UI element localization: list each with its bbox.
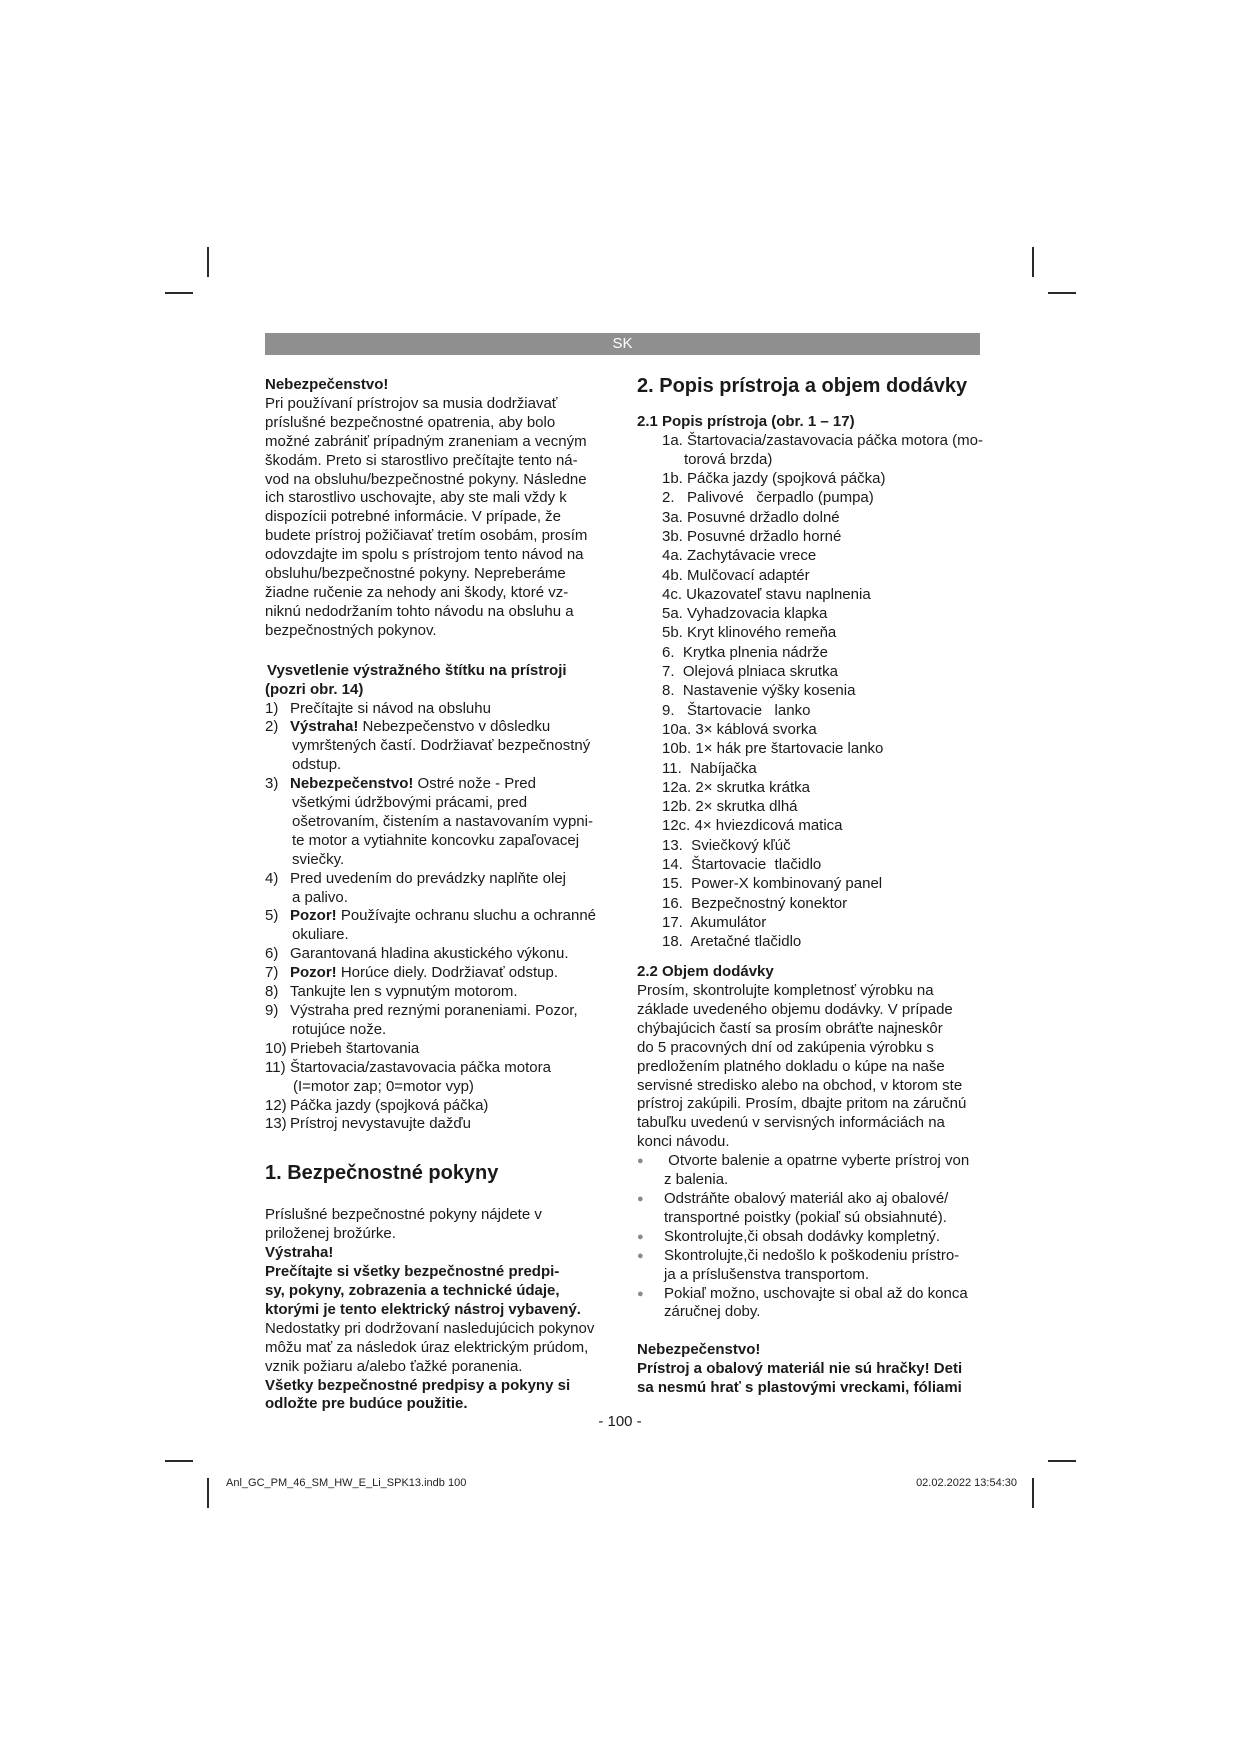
part-item-line: 4a. Zachytávacie vrece [662, 547, 817, 565]
part-item-line: 12c. 4× hviezdicová matica [662, 817, 843, 835]
label-item-number: 3) [265, 775, 279, 793]
text-line: príslušné bezpečnostné opatrenia, aby bolo [265, 413, 556, 431]
text-line: konci návodu. [637, 1133, 730, 1151]
part-item-line: 11. Nabíjačka [662, 759, 757, 777]
danger-2-bold-line: sa nesmú hrať s plastovými vreckami, fóliami [637, 1379, 962, 1397]
warning-bold-line: ktorými je tento elektrický nástroj vybavený. [265, 1300, 581, 1318]
text-line: Nedostatky pri dodržovaní nasledujúcich pokynov [265, 1319, 595, 1337]
delivery-step-line: ● Skontrolujte,či nedošlo k poškodeniu prístro- [664, 1246, 960, 1264]
text-line: budete prístroj požičiavať tretím osobám, prosím [265, 527, 588, 545]
part-item-line: 16. Bezpečnostný konektor [662, 894, 848, 912]
part-item [637, 740, 982, 759]
label-item-line: Garantovaná hladina akustického výkonu. [290, 945, 569, 963]
part-item-line: 14. Štartovacie tlačidlo [662, 856, 822, 874]
label-item-number: 2) [265, 718, 279, 736]
label-item-number: 7) [265, 964, 279, 982]
text-line: vznik požiaru a/alebo ťažké poranenia. [265, 1357, 523, 1375]
label-item-line: a palivo. [292, 888, 348, 906]
part-item-line: 4b. Mulčovací adaptér [662, 566, 810, 584]
page-number: - 100 - [598, 1413, 642, 1430]
delivery-step-line: ja a príslušenstva transportom. [664, 1265, 870, 1283]
label-item-line [290, 775, 610, 794]
label-item-emphasis: Pozor! [290, 907, 337, 925]
crop-mark-top-right-h [1048, 292, 1076, 294]
part-item [637, 605, 982, 624]
part-item [637, 779, 982, 798]
footer-file-name: Anl_GC_PM_46_SM_HW_E_Li_SPK13.indb 100 [226, 1477, 467, 1489]
text-line: škodám. Preto si starostlivo prečítajte tento ná- [265, 451, 578, 469]
part-item [637, 914, 982, 933]
delivery-step-line: ● Odstráňte obalový materiál ako aj obalové/ [664, 1190, 949, 1208]
label-item [265, 983, 610, 1002]
part-item [637, 895, 982, 914]
left-column [265, 376, 610, 1414]
part-item [637, 586, 982, 605]
label-item [265, 700, 610, 719]
text-line: tabuľku uvedenú v servisných informáciách na [637, 1114, 945, 1132]
footer-date: 02.02.2022 13:54:30 [916, 1477, 1017, 1489]
part-item [637, 798, 982, 817]
label-item-line [290, 718, 610, 737]
label-item-line: Prístroj nevystavujte dažďu [290, 1115, 471, 1133]
text-line: bezpečnostných pokynov. [265, 621, 437, 639]
crop-mark-bottom-left [207, 1478, 209, 1508]
label-item-number: 6) [265, 945, 279, 963]
label-item-line: Tankujte len s vypnutým motorom. [290, 983, 518, 1001]
text-line: servisné stredisko alebo na obchod, v ktorom ste [637, 1076, 963, 1094]
crop-mark-bottom-right-h [1048, 1460, 1076, 1462]
part-item [637, 528, 982, 547]
part-item-line: 7. Olejová plniaca skrutka [662, 663, 838, 681]
delivery-step-line: ● Skontrolujte,či obsah dodávky kompletný. [664, 1227, 940, 1245]
delivery-step-line: ● Otvorte balenie a opatrne vyberte prístroj von [664, 1152, 970, 1170]
delivery-paragraph [637, 982, 982, 1152]
label-item-line: okuliare. [292, 926, 349, 944]
delivery-step [637, 1247, 982, 1285]
text-line: predložením platného dokladu o kúpe na naše [637, 1057, 945, 1075]
part-item [637, 817, 982, 836]
part-item [637, 702, 982, 721]
part-item [637, 682, 982, 701]
part-item [637, 489, 982, 508]
part-item-line: 5a. Vyhadzovacia klapka [662, 605, 828, 623]
label-item-number: 8) [265, 983, 279, 1001]
label-item-line: Pred uvedením do prevádzky naplňte olej [290, 869, 567, 887]
label-item-text: Nebezpečenstvo v dôsledku [358, 718, 551, 736]
label-item-line: rotujúce nože. [292, 1020, 387, 1038]
delivery-step [637, 1285, 982, 1323]
label-item-text: Používajte ochranu sluchu a ochranné [336, 907, 597, 925]
label-item [265, 964, 610, 983]
delivery-step-line: z balenia. [664, 1171, 729, 1189]
label-item-emphasis: Pozor! [290, 964, 337, 982]
delivery-step-line: záručnej doby. [664, 1303, 761, 1321]
part-item-line: 6. Krytka plnenia nádrže [662, 643, 828, 661]
label-item [265, 1040, 610, 1059]
delivery-step [637, 1190, 982, 1228]
label-item [265, 1097, 610, 1116]
part-item [637, 644, 982, 663]
text-line: možné zabrániť prípadným zraneniam a vecným [265, 432, 587, 450]
crop-mark-bottom-left-h [165, 1460, 193, 1462]
part-item-line: 9. Štartovacie lanko [662, 701, 811, 719]
warning-bold-line: sy, pokyny, zobrazenia a technické údaje, [265, 1281, 560, 1299]
part-item [637, 721, 982, 740]
text-line: základe uvedeného objemu dodávky. V prípade [637, 1000, 953, 1018]
label-item [265, 945, 610, 964]
label-item-line [290, 964, 610, 983]
label-item-number: 9) [265, 1002, 279, 1019]
crop-mark-top-left [207, 247, 209, 277]
label-item-line: Prečítajte si návod na obsluhu [290, 699, 491, 717]
label-item [265, 718, 610, 775]
crop-mark-top-left-h [165, 292, 193, 294]
part-item [637, 567, 982, 586]
label-item-number: 5) [265, 907, 279, 925]
parts-list [637, 432, 982, 952]
subsection-2-2-title: 2.2 Objem dodávky [637, 963, 774, 981]
text-line: môžu mať za následok úraz elektrickým prúdom, [265, 1338, 589, 1356]
part-item-line: 13. Sviečkový kľúč [662, 836, 791, 854]
label-item-emphasis: Nebezpečenstvo! [290, 775, 414, 793]
text-line: žiadne ručenie za nehody ani škody, ktoré vz- [265, 583, 569, 601]
part-item-line: 3b. Posuvné držadlo horné [662, 528, 842, 545]
part-item-line: 5b. Kryt klinového remeňa [662, 624, 837, 642]
label-item-line: sviečky. [292, 850, 345, 868]
part-item [637, 624, 982, 643]
part-item-line: torová brzda) [684, 450, 773, 468]
text-line: Pri používaní prístrojov sa musia dodržiavať [265, 394, 558, 412]
text-line: Príslušné bezpečnostné pokyny nájdete v [265, 1206, 542, 1224]
section-1-title: 1. Bezpečnostné pokyny [265, 1162, 499, 1185]
subsection-2-1-title: 2.1 Popis prístroja (obr. 1 – 17) [637, 413, 855, 430]
part-item [637, 547, 982, 566]
warning-title: Výstraha! [265, 1244, 334, 1262]
text-line: obsluhu/bezpečnostné pokyny. Nepreberáme [265, 565, 566, 583]
label-item-line: všetkými údržbovými prácami, pred [292, 794, 528, 812]
text-line: vod na obsluhu/bezpečnostné pokyny. Následne [265, 470, 587, 488]
part-item-line: 15. Power-X kombinovaný panel [662, 875, 883, 893]
label-item [265, 907, 610, 945]
keep-instructions-line: Všetky bezpečnostné predpisy a pokyny si [265, 1376, 571, 1394]
part-item [637, 470, 982, 489]
danger-2-bold-line: Prístroj a obalový materiál nie sú hračky! Deti [637, 1360, 963, 1378]
part-item-line: 1a. Štartovacia/zastavovacia páčka motora (mo- [662, 431, 983, 449]
label-item-line: Priebeh štartovania [290, 1039, 420, 1057]
label-item [265, 775, 610, 870]
label-explanation-subtitle: (pozri obr. 14) [265, 680, 364, 698]
part-item [637, 509, 982, 528]
label-item-number: 13) [265, 1115, 287, 1133]
text-line: priloženej brožúrke. [265, 1225, 396, 1243]
part-item-line: 10b. 1× hák pre štartovacie lanko [662, 740, 884, 758]
delivery-steps-list [637, 1152, 982, 1322]
label-item-line: ošetrovaním, čistením a nastavovaním vypni- [292, 812, 593, 830]
part-item-line: 2. Palivové čerpadlo (pumpa) [662, 489, 874, 507]
keep-instructions-line: odložte pre budúce použitie. [265, 1395, 468, 1413]
label-item-text: Ostré nože - Pred [413, 775, 536, 793]
text-line: Prosím, skontrolujte kompletnosť výrobku na [637, 982, 934, 1000]
part-item-line: 8. Nastavenie výšky kosenia [662, 682, 856, 700]
section-2-title: 2. Popis prístroja a objem dodávky [637, 375, 968, 397]
label-item-text: Horúce diely. Dodržiavať odstup. [336, 964, 558, 982]
part-item-line: 4c. Ukazovateľ stavu naplnenia [662, 585, 871, 603]
label-item-line: Štartovacia/zastavovacia páčka motora [290, 1058, 551, 1076]
text-line: niknú nedodržaním tohto návodu na obsluhu a [265, 602, 574, 620]
label-item-line: Výstraha pred reznými poraneniami. Pozor, [290, 1002, 578, 1019]
part-item [637, 933, 982, 952]
part-item [637, 837, 982, 856]
text-line: prístroj zakúpili. Prosím, dbajte pritom na záručnú [637, 1095, 967, 1113]
part-item [637, 663, 982, 682]
label-item-number: 11) [265, 1058, 286, 1076]
part-item-line: 17. Akumulátor [662, 913, 767, 931]
delivery-step [637, 1152, 982, 1190]
label-item [265, 870, 610, 908]
delivery-step-line: ● Pokiaľ možno, uschovajte si obal až do konca [664, 1284, 968, 1302]
right-column [637, 376, 982, 1398]
part-item [637, 760, 982, 779]
label-item [265, 1059, 610, 1097]
warning-bold-line: Prečítajte si všetky bezpečnostné predpi- [265, 1263, 560, 1281]
part-item-line: 3a. Posuvné držadlo dolné [662, 508, 840, 526]
part-item-line: 1b. Páčka jazdy (spojková páčka) [662, 470, 886, 488]
label-item-number: 4) [265, 869, 279, 887]
part-item [637, 875, 982, 894]
danger-2-title: Nebezpečenstvo! [637, 1341, 761, 1359]
danger-paragraph [265, 395, 610, 641]
language-header-bar: SK [265, 333, 980, 355]
crop-mark-bottom-right [1032, 1478, 1034, 1508]
label-explanation-list [265, 700, 610, 1135]
label-item [265, 1002, 610, 1040]
text-line: chýbajúcich častí sa prosím obráťte najneskôr [637, 1019, 943, 1037]
label-item-number: 12) [265, 1096, 287, 1114]
label-item [265, 1115, 610, 1134]
label-item-line: te motor a vytiahnite koncovku zapaľovacej [292, 831, 580, 849]
text-line: odovzdajte im spolu s prístrojom tento návod na [265, 546, 584, 564]
part-item [637, 856, 982, 875]
label-item-line: Páčka jazdy (spojková páčka) [290, 1096, 489, 1114]
danger-title: Nebezpečenstvo! [265, 376, 389, 393]
part-item [637, 432, 982, 470]
label-item-line: vymrštených častí. Dodržiavať bezpečnostný [292, 737, 591, 755]
part-item-line: 18. Aretačné tlačidlo [662, 933, 802, 951]
part-item-line: 10a. 3× káblová svorka [662, 720, 817, 738]
label-explanation-title: Vysvetlenie výstražného štítku na prístroji [267, 661, 567, 679]
text-line: dispozícii potrebné informácie. V prípade, že [265, 508, 561, 526]
part-item-line: 12a. 2× skrutka krátka [662, 778, 810, 796]
label-item-number: 10) [265, 1039, 287, 1057]
text-line: ich starostlivo uschovajte, aby ste mali vždy k [265, 489, 567, 507]
label-item-emphasis: Výstraha! [290, 718, 359, 736]
delivery-step-line: transportné poistky (pokiaľ sú obsiahnuté). [664, 1208, 947, 1226]
label-item-line: (I=motor zap; 0=motor vyp) [293, 1077, 474, 1095]
text-line: do 5 pracovných dní od zakúpenia výrobku s [637, 1038, 934, 1056]
label-item-line [290, 907, 610, 926]
delivery-step [637, 1228, 982, 1247]
label-item-number: 1) [265, 699, 279, 717]
crop-mark-top-right [1032, 247, 1034, 277]
label-item-line: odstup. [292, 756, 342, 774]
part-item-line: 12b. 2× skrutka dlhá [662, 798, 798, 816]
